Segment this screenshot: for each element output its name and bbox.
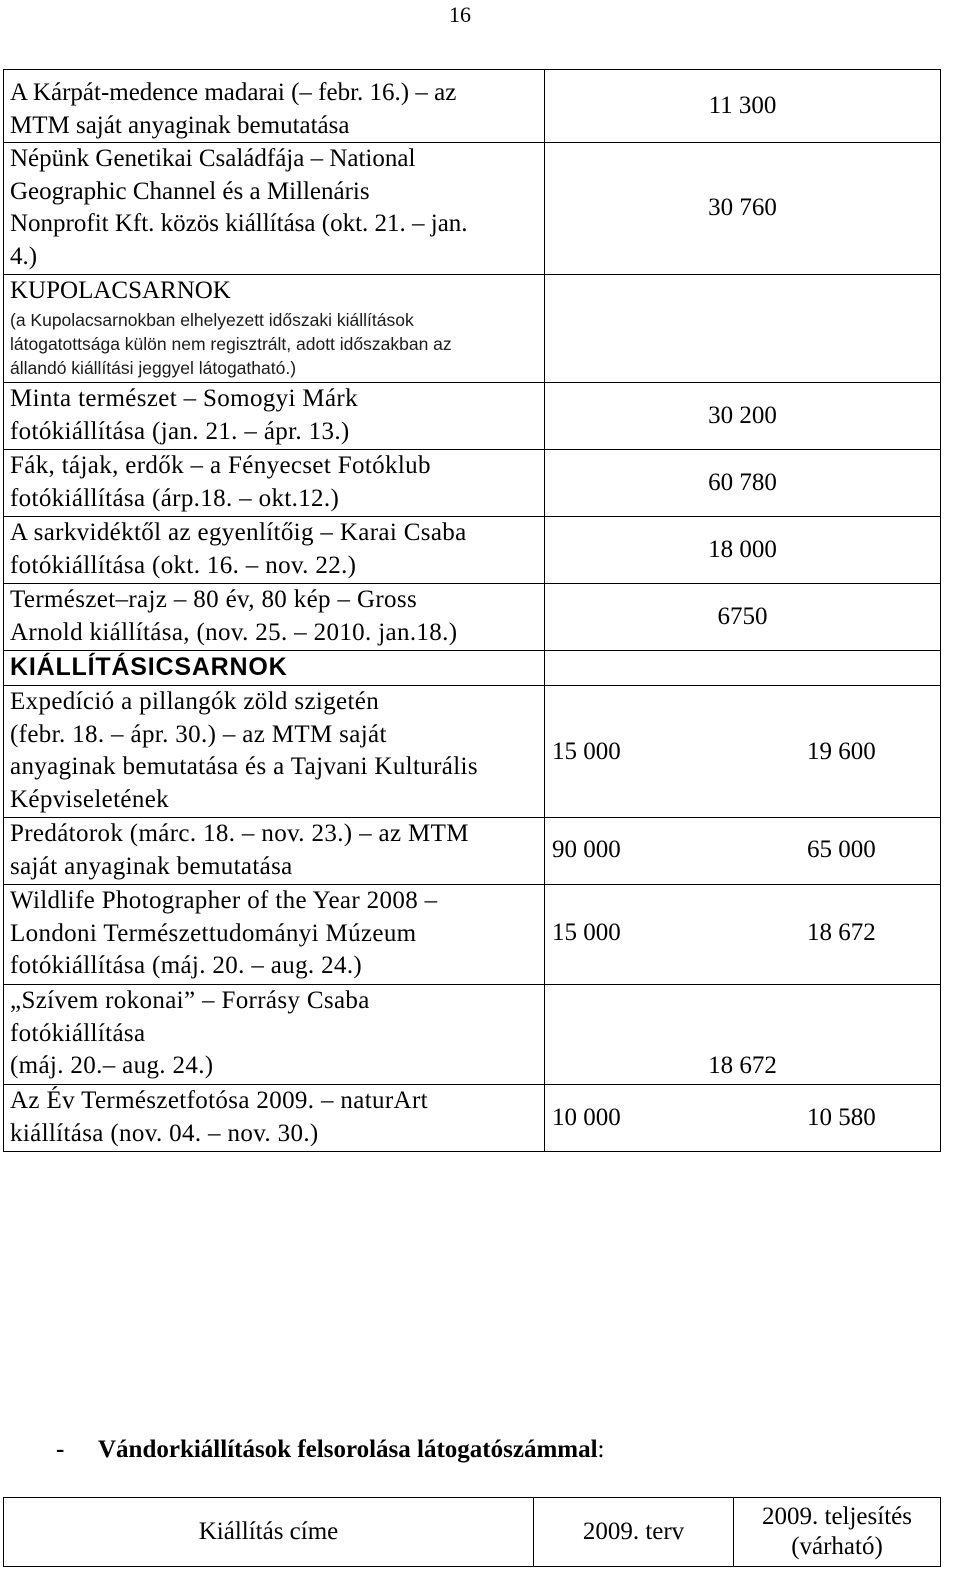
title-cell (4, 517, 545, 584)
table-row (4, 1085, 941, 1152)
visitor-count: 10 580 (807, 1104, 876, 1131)
title-cell (4, 686, 545, 818)
title-line: fotókiállítása (jan. 21. – ápr. 13.) (10, 417, 350, 445)
visitor-count: 18 672 (807, 919, 876, 946)
page-number: 16 (449, 2, 471, 27)
title-line: Predátorok (márc. 18. – nov. 23.) – az MTM (10, 820, 469, 847)
col-plan-label: 2009. terv (582, 1518, 685, 1545)
header-title-cell (4, 1498, 534, 1567)
title-line: A sarkvidéktől az egyenlítőig – Karai Csaba (10, 519, 467, 546)
exhibition-table (3, 69, 941, 1152)
title-line: kiállítása (nov. 04. – nov. 30.) (10, 1119, 319, 1147)
visitor-count: 30 760 (708, 194, 777, 221)
title-line: Nonprofit Kft. közös kiállítása (okt. 21. – jan. (10, 210, 468, 237)
visitor-count: 11 300 (708, 92, 777, 119)
travelling-exhibitions-heading (56, 1434, 605, 1466)
title-line: Wildlife Photographer of the Year 2008 – (10, 887, 438, 914)
title-line: Londoni Természettudományi Múzeum (10, 919, 417, 947)
title-line: Fák, tájak, erdők – a Fényecset Fotóklub (10, 452, 431, 479)
section-title: KIÁLLÍTÁSICSARNOK (10, 653, 288, 681)
table-row (4, 517, 941, 584)
title-cell (4, 885, 545, 985)
heading-text: Vándorkiállítások felsorolása látogatószámmal (98, 1436, 598, 1463)
plan-value: 15 000 (552, 919, 621, 946)
title-line: Expedíció a pillangók zöld szigetén (10, 688, 380, 715)
table-row (4, 143, 941, 275)
table-row (4, 885, 941, 985)
title-line: 4.) (10, 242, 38, 270)
table-row (4, 383, 941, 450)
title-cell (4, 383, 545, 450)
note-line: látogatottsága külön nem regisztrált, adott időszakban az (10, 333, 452, 354)
title-line: (máj. 20.– aug. 24.) (10, 1052, 214, 1079)
section-row (4, 275, 941, 383)
title-line: saját anyaginak bemutatása (10, 852, 293, 880)
heading-colon: : (597, 1436, 605, 1463)
visitor-count: 60 780 (708, 469, 777, 496)
value-cell (545, 1085, 941, 1152)
list-bullet: - (56, 1436, 65, 1463)
visitor-count: 65 000 (807, 836, 876, 863)
value-cell (545, 275, 941, 383)
title-cell (4, 143, 545, 275)
table-row (4, 584, 941, 651)
title-cell (4, 818, 545, 885)
title-line: Képviseletének (10, 785, 170, 813)
value-cell (545, 143, 941, 275)
note-line: (a Kupolacsarnokban elhelyezett időszaki kiállítások (10, 309, 414, 330)
title-cell (4, 450, 545, 517)
value-cell (545, 686, 941, 818)
header-actual-cell (734, 1498, 941, 1567)
header-plan-cell (534, 1498, 734, 1567)
value-cell (545, 450, 941, 517)
title-cell (4, 584, 545, 651)
title-line: fotókiállítása (10, 1019, 146, 1047)
note-line: állandó kiállítási jeggyel látogatható.) (10, 357, 297, 378)
title-cell (4, 1085, 545, 1152)
table-header-row (4, 1498, 941, 1567)
table-row (4, 686, 941, 818)
title-line: Arnold kiállítása, (nov. 25. – 2010. jan.18.) (10, 618, 458, 646)
table-row (4, 985, 941, 1085)
title-line: (febr. 18. – ápr. 30.) – az MTM saját (10, 720, 387, 748)
title-cell (4, 70, 545, 143)
title-line: MTM saját anyaginak bemutatása (10, 111, 350, 139)
title-cell (4, 985, 545, 1085)
value-cell (545, 818, 941, 885)
title-line: Természet–rajz – 80 év, 80 kép – Gross (10, 586, 418, 613)
title-line: fotókiállítása (árp.18. – okt.12.) (10, 484, 340, 512)
title-line: fotókiállítása (máj. 20. – aug. 24.) (10, 952, 363, 979)
col-actual-label-line: (várható) (791, 1533, 883, 1560)
value-cell (545, 651, 941, 686)
table-row (4, 450, 941, 517)
visitor-count: 18 672 (708, 1052, 777, 1079)
value-cell (545, 885, 941, 985)
title-line: anyaginak bemutatása és a Tajvani Kulturális (10, 753, 478, 780)
travelling-exhibitions-table (3, 1497, 941, 1567)
col-actual-label-line: 2009. teljesítés (762, 1503, 912, 1530)
visitor-count: 19 600 (807, 738, 876, 765)
visitor-count: 30 200 (708, 402, 777, 429)
value-cell (545, 517, 941, 584)
title-line: Az Év Természetfotósa 2009. – naturArt (10, 1087, 428, 1114)
col-title-label: Kiállítás címe (198, 1518, 339, 1545)
title-line: fotókiállítása (okt. 16. – nov. 22.) (10, 551, 357, 579)
value-cell (545, 584, 941, 651)
value-cell (545, 70, 941, 143)
title-cell (4, 275, 545, 383)
section-title: KUPOLACSARNOK (10, 277, 231, 304)
title-line: Népünk Genetikai Családfája – National (10, 145, 416, 172)
title-cell (4, 651, 545, 686)
visitor-count: 6750 (717, 603, 768, 630)
table-row (4, 818, 941, 885)
plan-value: 90 000 (552, 836, 621, 863)
title-line: „Szívem rokonai” – Forrásy Csaba (10, 987, 370, 1014)
plan-value: 10 000 (552, 1104, 621, 1131)
section-row (4, 651, 941, 686)
table-row (4, 70, 941, 143)
visitor-count: 18 000 (708, 536, 777, 563)
plan-value: 15 000 (552, 738, 621, 765)
title-line: Geographic Channel és a Millenáris (10, 177, 370, 205)
title-line: A Kárpát-medence madarai (– febr. 16.) – az (10, 79, 457, 106)
value-cell (545, 985, 941, 1085)
value-cell (545, 383, 941, 450)
title-line: Minta természet – Somogyi Márk (10, 385, 358, 412)
